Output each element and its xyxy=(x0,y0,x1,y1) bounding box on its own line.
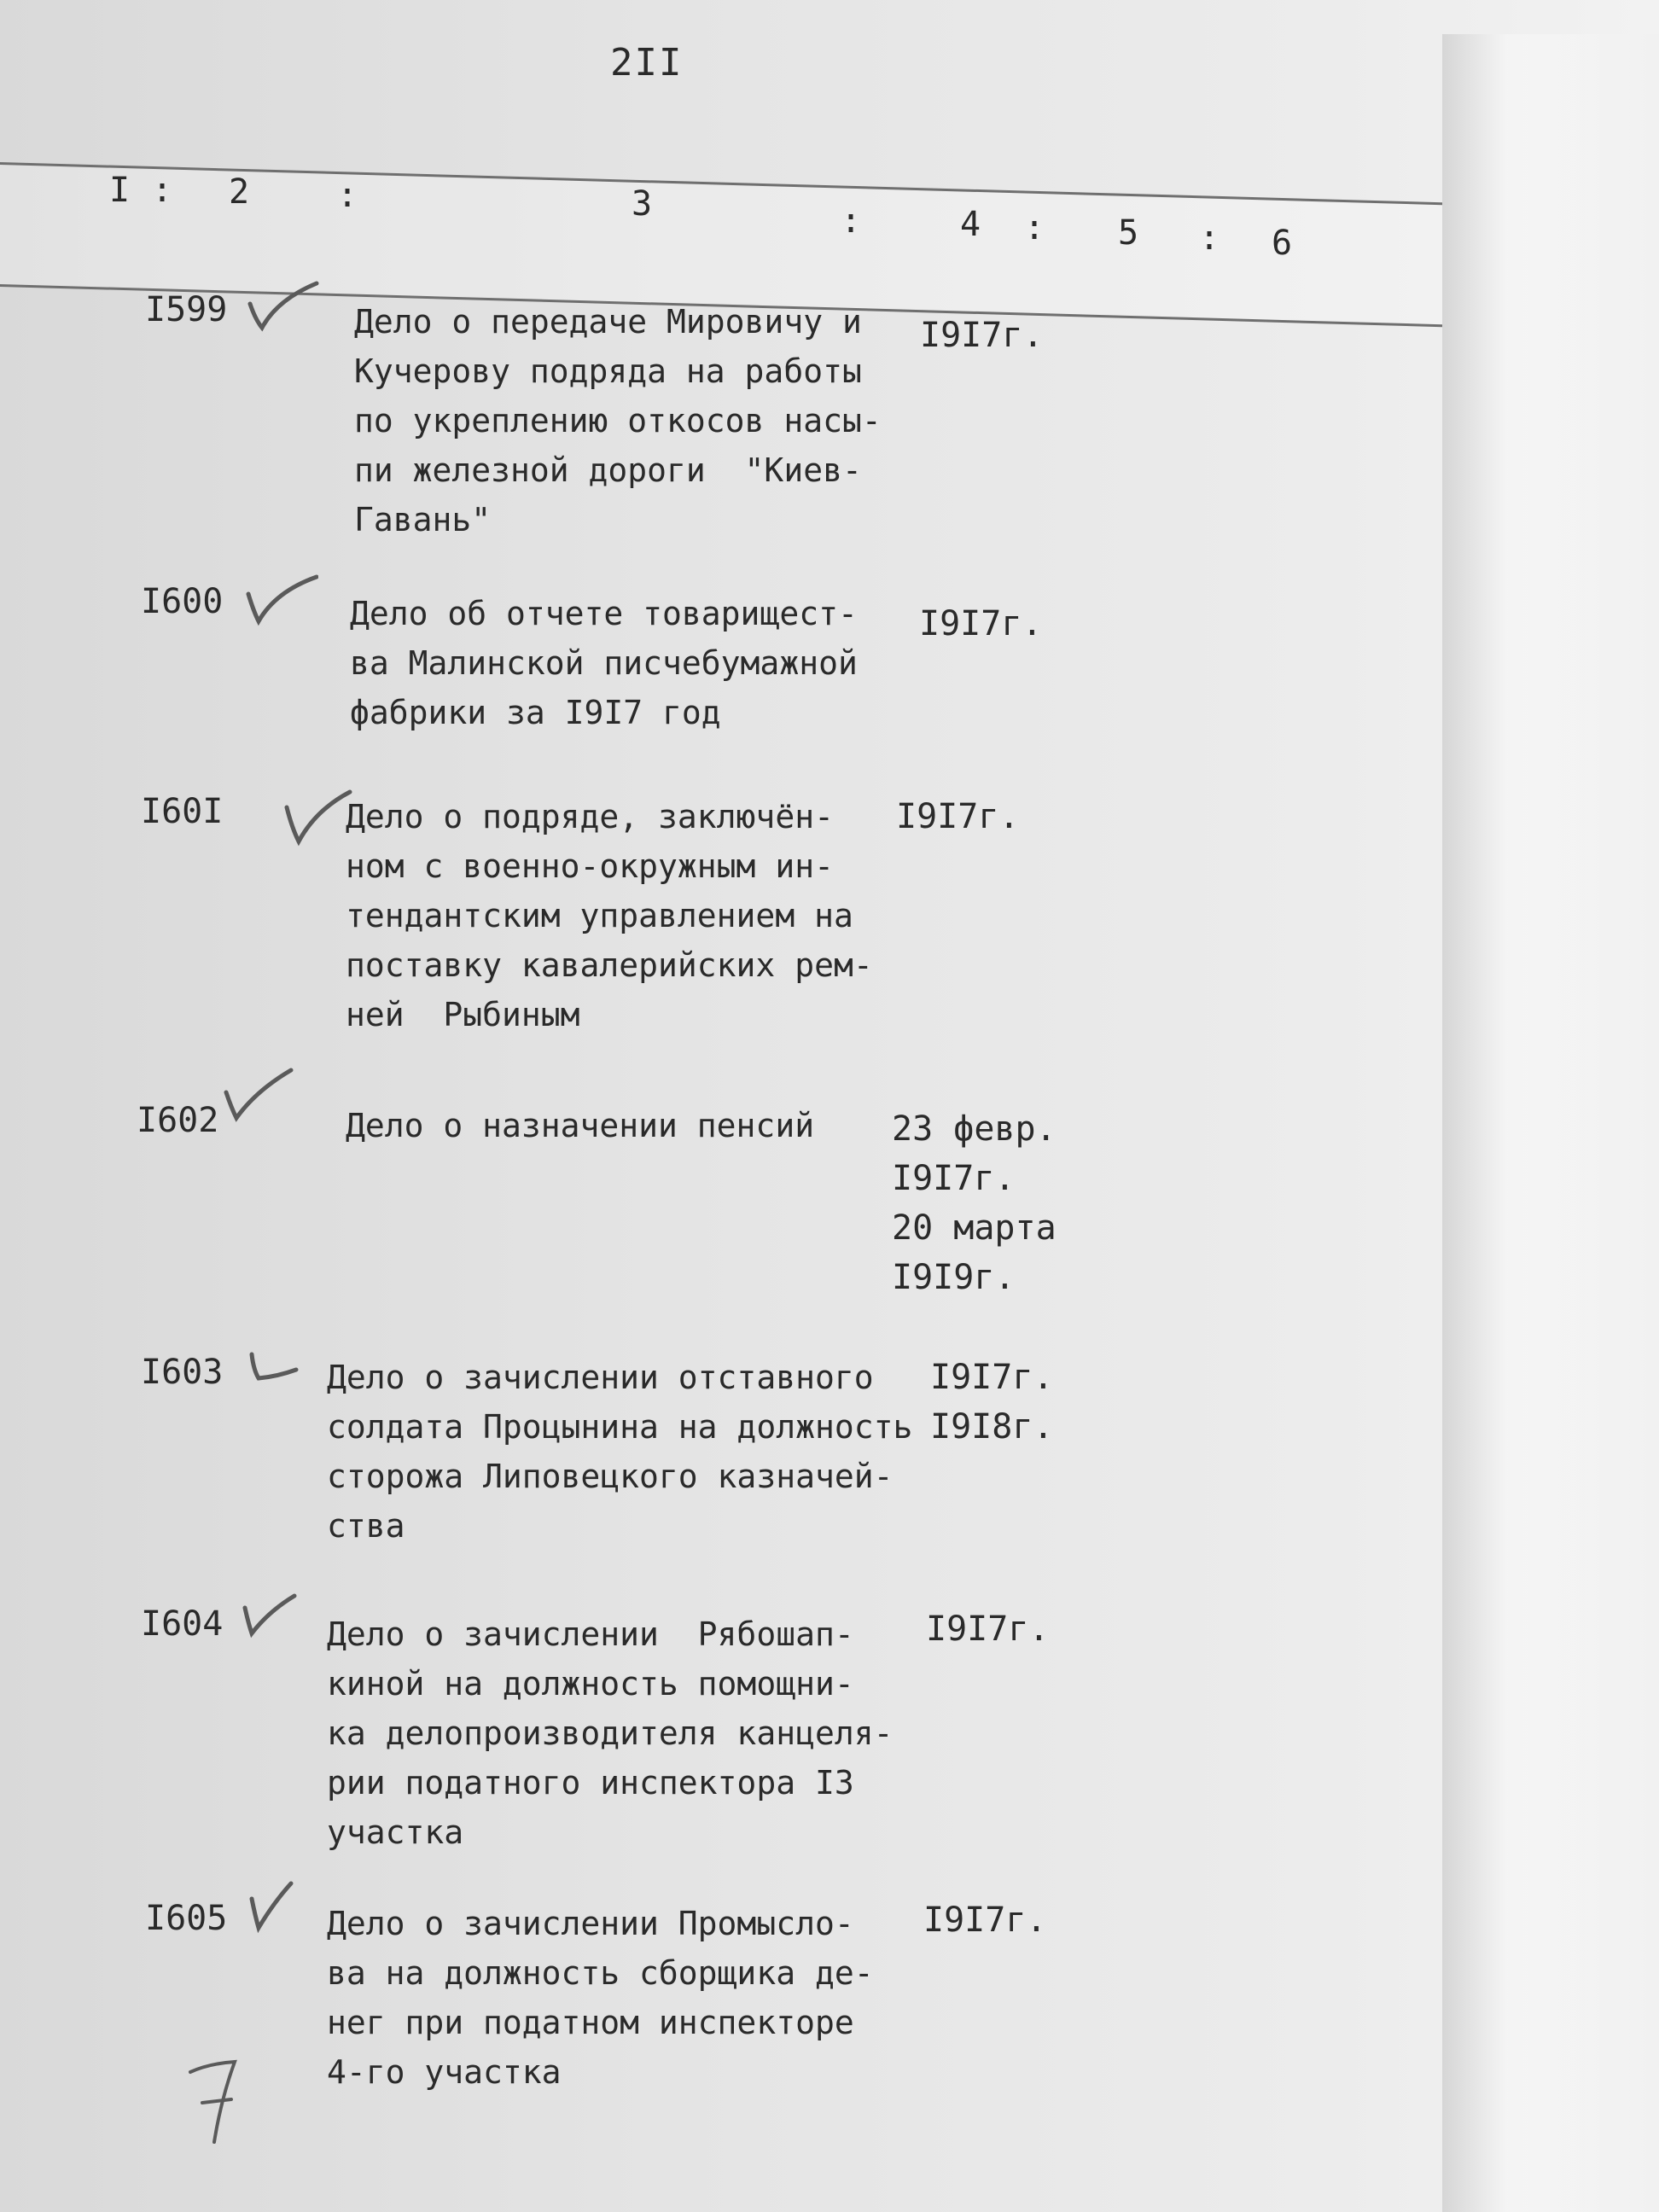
entry-date: I9I7г. xyxy=(919,604,1043,643)
entry-description: Дело об отчете товарищест- ва Малинской писчебумажной фабрики за I9I7 год xyxy=(350,595,858,731)
header-sep-5: : xyxy=(1199,218,1220,258)
header-sep-2: : xyxy=(337,176,358,215)
entry-number: I603 xyxy=(141,1353,224,1392)
entry-number: I600 xyxy=(141,582,224,621)
entry-description: Дело о подряде, заключён- ном с военно-окружным ин- тендантским управлением на поставку кавалерийских рем- ней Рыбиным xyxy=(346,798,873,1033)
header-sep-4: : xyxy=(1024,208,1045,247)
entry-date: I9I7г. I9I8г. xyxy=(930,1358,1054,1447)
header-sep-3: : xyxy=(841,201,862,241)
entry-number: I602 xyxy=(137,1101,219,1140)
header-sep-1: : xyxy=(152,171,173,210)
entry-date: I9I7г. xyxy=(923,1901,1047,1940)
header-col-6: 6 xyxy=(1272,224,1293,263)
entry-description: Дело о передаче Мировичу и Кучерову подряда на работы по укреплению откосов насы- пи железной дороги "Киев- Гавань" xyxy=(354,303,882,538)
header-col-3: 3 xyxy=(632,184,653,224)
checkmark-icon xyxy=(243,1336,320,1399)
entry-number: I599 xyxy=(145,290,228,329)
handwritten-sheet-mark xyxy=(183,2057,252,2154)
page-number: 2II xyxy=(610,41,684,84)
entry-date: 23 февр. I9I7г. 20 марта I9I9г. xyxy=(892,1109,1057,1297)
header-col-2: 2 xyxy=(229,172,250,212)
entry-date: I9I7г. xyxy=(896,797,1020,836)
header-col-5: 5 xyxy=(1118,213,1139,253)
checkmark-icon xyxy=(243,278,320,341)
entry-description: Дело о назначении пенсий xyxy=(346,1107,815,1144)
entry-number: I604 xyxy=(141,1604,224,1644)
checkmark-icon xyxy=(218,1067,294,1130)
entry-description: Дело о зачислении Рябошап- киной на должность помощни- ка делопроизводителя канцеля- рии податного инспектора I3 участка xyxy=(327,1615,894,1851)
entry-number: I605 xyxy=(145,1899,228,1938)
checkmark-icon xyxy=(242,570,318,633)
entry-description: Дело о зачислении отставного солдата Процынина на должность сторожа Липовецкого казначей- ства xyxy=(327,1359,913,1545)
entry-number: I60I xyxy=(141,792,224,831)
entry-date: I9I7г. xyxy=(926,1610,1050,1649)
checkmark-icon xyxy=(235,1586,311,1649)
header-col-1: I xyxy=(109,171,131,210)
entry-description: Дело о зачислении Промысло- ва на должность сборщика де- нег при податном инспекторе 4-го участка xyxy=(327,1905,874,2091)
entry-date: I9I7г. xyxy=(920,316,1044,355)
header-col-4: 4 xyxy=(960,205,981,244)
checkmark-icon xyxy=(243,1877,320,1940)
